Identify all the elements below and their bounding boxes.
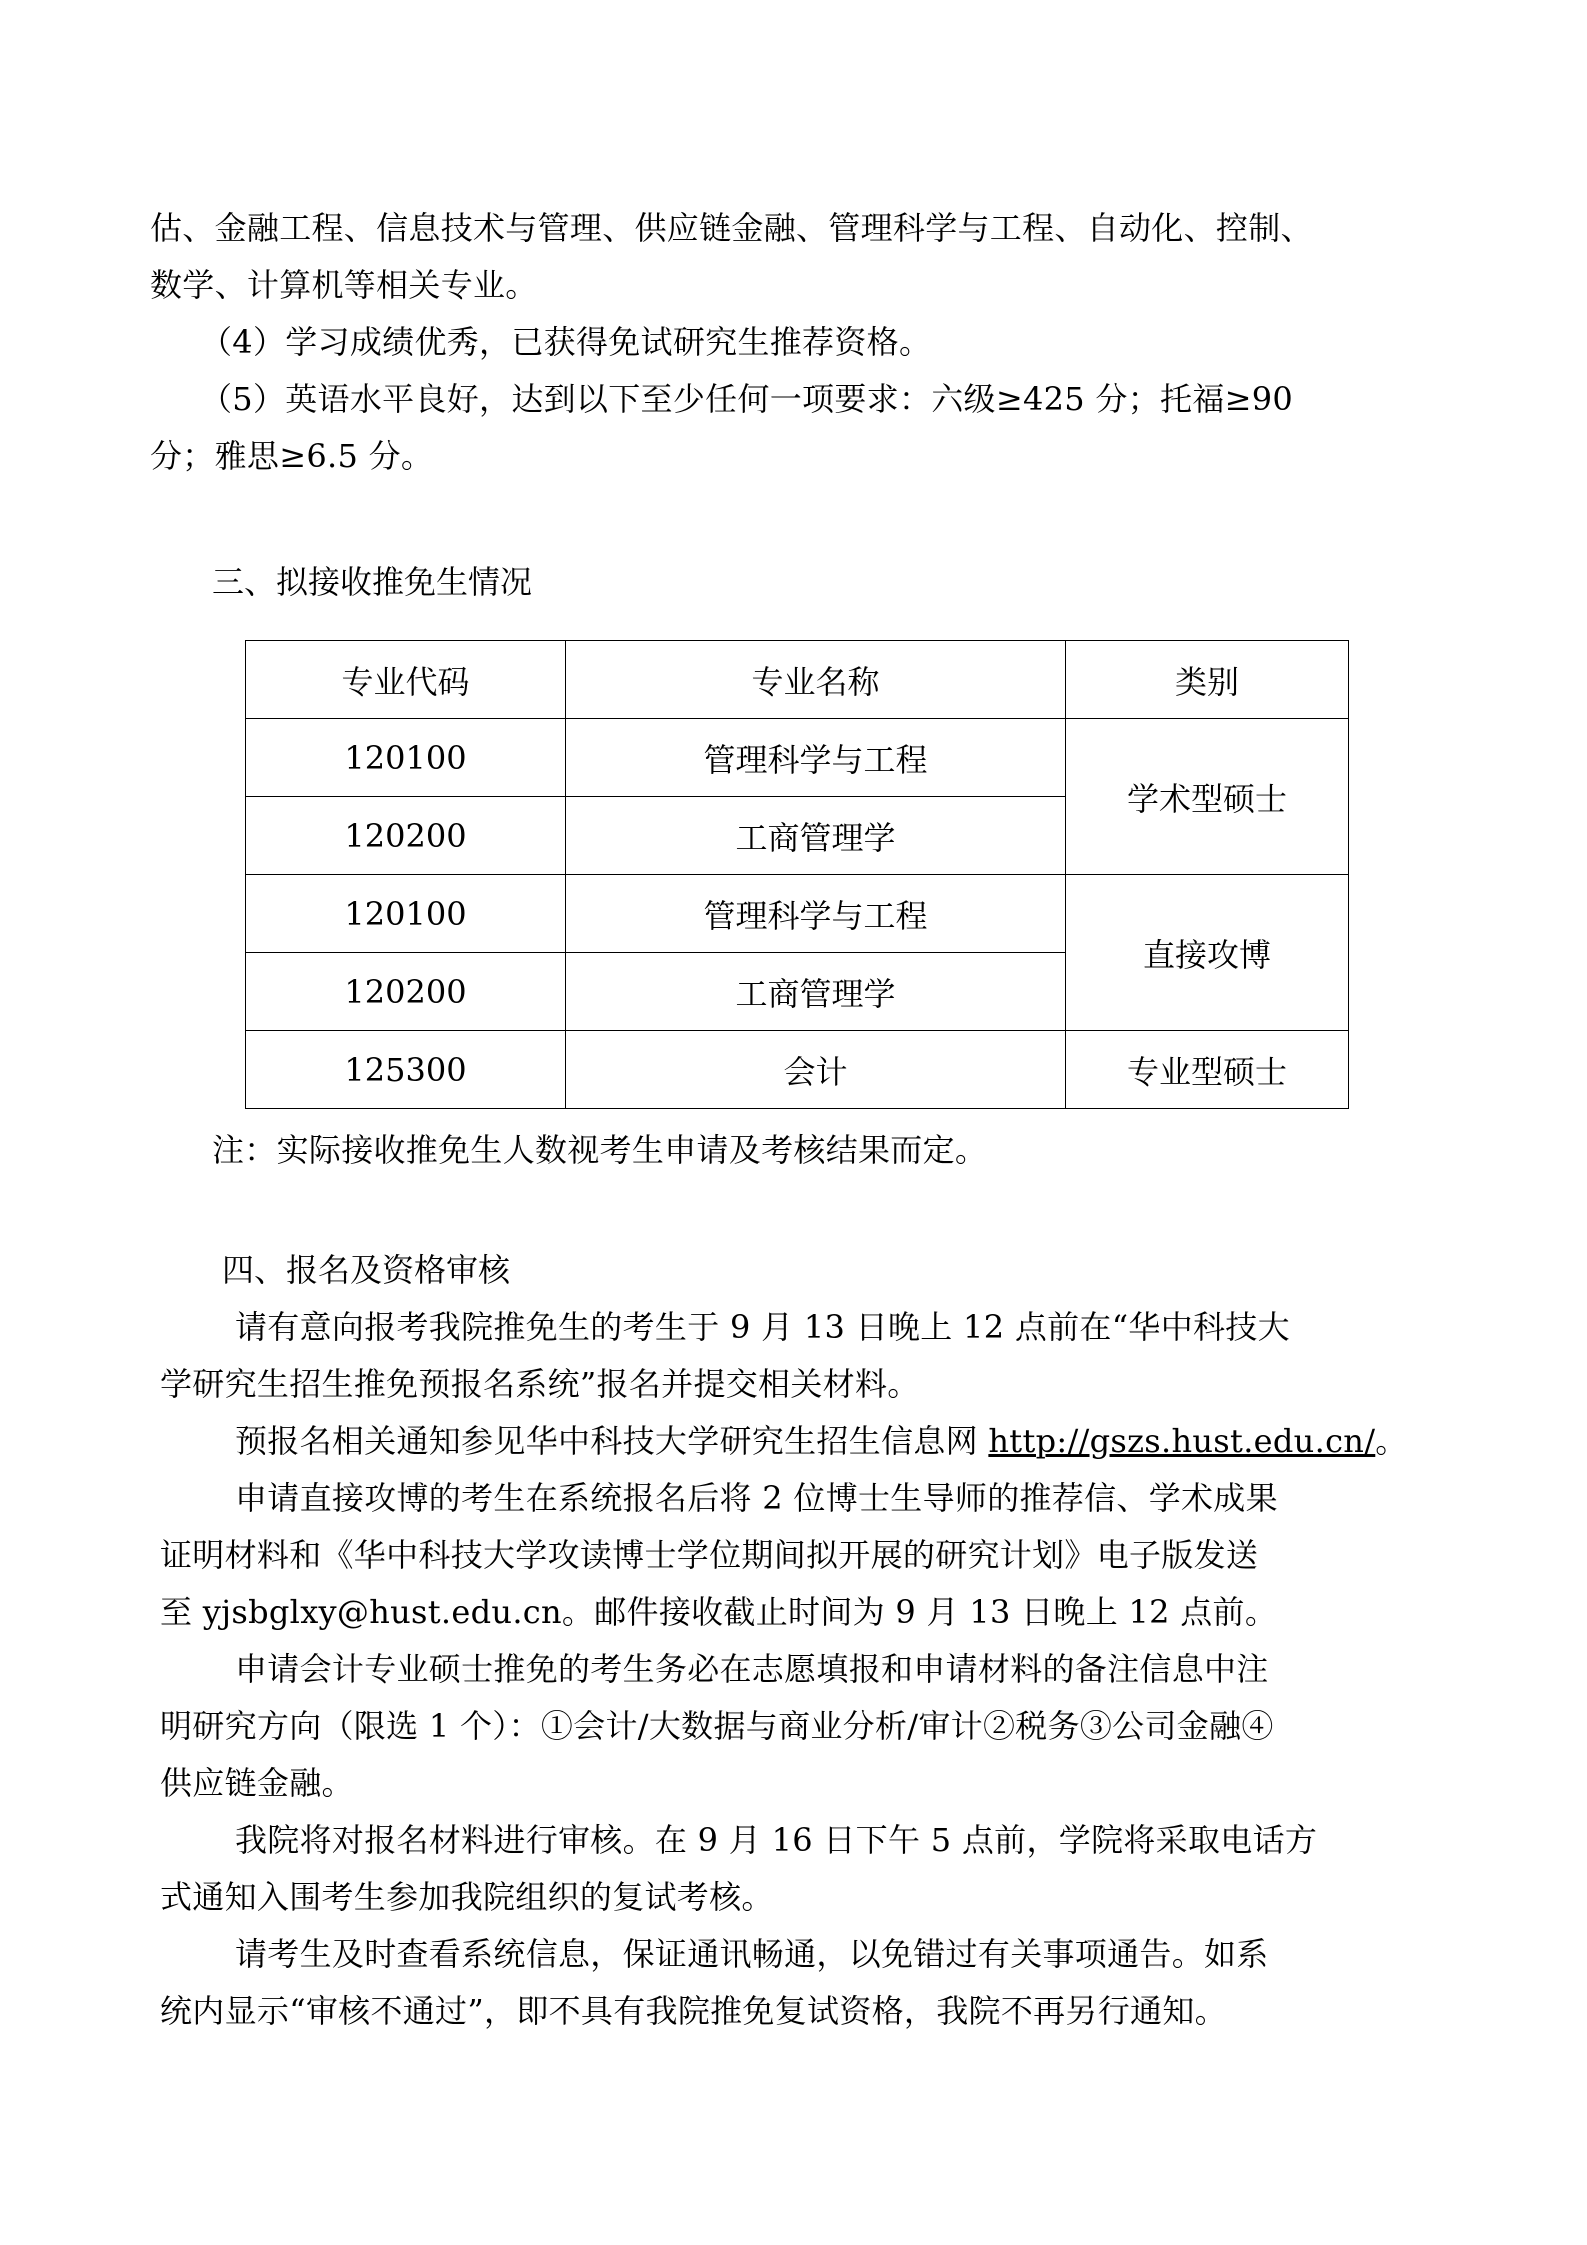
admissions-site-link[interactable]: http://gszs.hust.edu.cn/ bbox=[988, 1422, 1376, 1460]
admission-table bbox=[245, 640, 1349, 1109]
cell-name: 管理科学与工程 bbox=[566, 875, 1066, 953]
paragraph-line: 数学、计算机等相关专业。 bbox=[150, 266, 538, 304]
requirement-item-4: （4）学习成绩优秀，已获得免试研究生推荐资格。 bbox=[200, 323, 932, 361]
table-note: 注：实际接收推免生人数视考生申请及考核结果而定。 bbox=[212, 1131, 988, 1169]
paragraph-line: 申请直接攻博的考生在系统报名后将 2 位博士生导师的推荐信、学术成果 bbox=[235, 1479, 1278, 1517]
section-heading-3: 三、拟接收推免生情况 bbox=[212, 563, 533, 601]
requirement-item-5-cont: 分；雅思≥6.5 分。 bbox=[150, 437, 434, 475]
header-name: 专业名称 bbox=[566, 641, 1066, 719]
cell-name: 管理科学与工程 bbox=[566, 719, 1066, 797]
cell-code: 120100 bbox=[246, 875, 566, 953]
paragraph-line: 请考生及时查看系统信息，保证通讯畅通，以免错过有关事项通告。如系 bbox=[235, 1935, 1269, 1973]
paragraph-line: 估、金融工程、信息技术与管理、供应链金融、管理科学与工程、自动化、控制、 bbox=[150, 209, 1313, 247]
section-heading-4: 四、报名及资格审核 bbox=[222, 1251, 511, 1289]
cell-code: 120200 bbox=[246, 797, 566, 875]
paragraph-text: 。 bbox=[1375, 1422, 1408, 1460]
paragraph-line: 式通知入围考生参加我院组织的复试考核。 bbox=[160, 1878, 774, 1916]
table-header-row bbox=[246, 641, 1349, 719]
cell-name: 工商管理学 bbox=[566, 797, 1066, 875]
paragraph-line: 我院将对报名材料进行审核。在 9 月 16 日下午 5 点前，学院将采取电话方 bbox=[235, 1821, 1318, 1859]
paragraph-line: 申请会计专业硕士推免的考生务必在志愿填报和申请材料的备注信息中注 bbox=[235, 1650, 1269, 1688]
cell-code: 120100 bbox=[246, 719, 566, 797]
paragraph-line: 至 yjsbglxy@hust.edu.cn。邮件接收截止时间为 9 月 13 日晚上 12 点前。 bbox=[160, 1593, 1278, 1631]
table-row bbox=[246, 875, 1349, 953]
paragraph-line: 学研究生招生推免预报名系统”报名并提交相关材料。 bbox=[160, 1365, 920, 1403]
cell-code: 125300 bbox=[246, 1031, 566, 1109]
cell-code: 120200 bbox=[246, 953, 566, 1031]
paragraph-line: 统内显示“审核不通过”，即不具有我院推免复试资格，我院不再另行通知。 bbox=[160, 1992, 1227, 2030]
header-code: 专业代码 bbox=[246, 641, 566, 719]
paragraph-line: 证明材料和《华中科技大学攻读博士学位期间拟开展的研究计划》电子版发送 bbox=[160, 1536, 1259, 1574]
cell-category: 学术型硕士 bbox=[1066, 719, 1349, 875]
header-category: 类别 bbox=[1066, 641, 1349, 719]
cell-name: 会计 bbox=[566, 1031, 1066, 1109]
requirement-item-5: （5）英语水平良好，达到以下至少任何一项要求：六级≥425 分；托福≥90 bbox=[200, 380, 1294, 418]
paragraph-text: 预报名相关通知参见华中科技大学研究生招生信息网 bbox=[235, 1422, 989, 1460]
table-row bbox=[246, 1031, 1349, 1109]
cell-category: 直接攻博 bbox=[1066, 875, 1349, 1031]
cell-category: 专业型硕士 bbox=[1066, 1031, 1349, 1109]
paragraph-line: 供应链金融。 bbox=[160, 1764, 354, 1802]
paragraph-line: 请有意向报考我院推免生的考生于 9 月 13 日晚上 12 点前在“华中科技大 bbox=[235, 1308, 1290, 1346]
table-row bbox=[246, 719, 1349, 797]
paragraph-line bbox=[235, 1421, 1408, 1461]
cell-name: 工商管理学 bbox=[566, 953, 1066, 1031]
paragraph-line: 明研究方向（限选 1 个）：①会计/大数据与商业分析/审计②税务③公司金融④ bbox=[160, 1707, 1274, 1745]
